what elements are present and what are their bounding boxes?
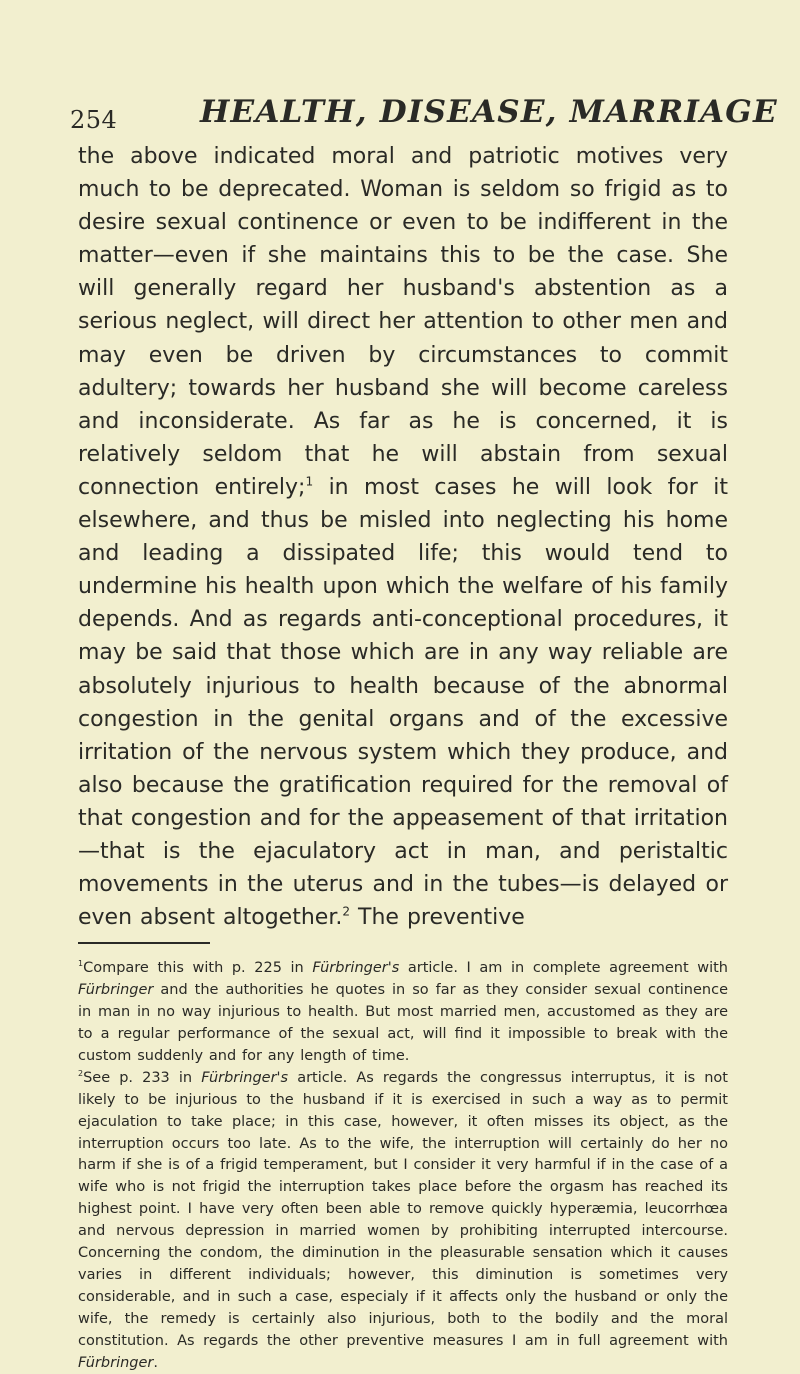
footnote-1-text-c: and the authorities he quotes in so far as they consider sexual continence in man in no way injurious to health. But most married men, accustomed as they are to a regular performance of the sexual act, will find it impossible to break with the custom suddenly and for any length of time. [78, 982, 728, 1064]
running-head: HEALTH, DISEASE, MARRIAGE [200, 94, 778, 130]
footnote-1-italic-author-1: Fürbringer's [312, 960, 400, 977]
page-header [70, 94, 778, 136]
footnote-1-text-b: article. I am in complete agreement with [399, 960, 728, 977]
footnote-2 [78, 1068, 728, 1374]
body-text-part-1: the above indicated moral and patriotic motives very much to be deprecated. Woman is seldom so frigid as to desire sexual continence or even to be indifferent in the matter—even if she maintains this to be the case. She will generally regard her husband's abstention as a serious neglect, will direct her attention to other men and may even be driven by circumstances to commit adultery; towards her husband she will become careless and inconsiderate. As far as he is concerned, it is relatively seldom that he will abstain from sexual connection entirely; [78, 144, 728, 500]
footnote-2-text-c: . [153, 1354, 158, 1371]
footnote-reference-2: 2 [342, 904, 351, 919]
book-page [70, 94, 778, 1374]
footnote-2-text-a: See p. 233 in [83, 1069, 202, 1086]
footnotes [78, 958, 728, 1374]
footnote-divider [78, 942, 210, 944]
footnote-2-italic-author-1: Fürbringer's [201, 1069, 289, 1086]
body-text-part-3: The preventive [350, 905, 525, 931]
footnote-marker-2: 2 [78, 1068, 84, 1078]
footnote-1-text-a: Compare this with p. 225 in [83, 960, 313, 977]
footnote-1 [78, 958, 728, 1068]
footnote-2-italic-author-2: Fürbringer [78, 1354, 154, 1371]
footnote-reference-1: 1 [305, 474, 314, 489]
page-number: 254 [70, 106, 118, 134]
footnote-2-text-b: article. As regards the congressus interruptus, it is not likely to be injurious to the husband if it is exercised in such a way as to permit ejaculation to take place; in this case, however, it often misses its object, as the interruption occurs too late. As to the wife, the interruption will certainly do her no harm if she is of a frigid temperament, but I consider it very harmful if in the case of a wife who is not frigid the interruption takes place before the orgasm has reached its highest point. I have very often been able to remove quickly hyperæmia, leucorrhœa and nervous depression in married women by prohibiting interrupted intercourse. Concerning the condom, the diminution in the pleasurable sensation which it causes varies in different individuals; however, this diminution is sometimes very considerable, and in such a case, especialy if it affects only the husband or only the wife, the remedy is certainly also injurious, both to the bodily and the moral constitution. As regards the other preventive measures I am in full agreement with [78, 1069, 728, 1349]
body-paragraph [78, 140, 728, 934]
footnote-marker-1: 1 [78, 959, 84, 969]
body-text-part-2: in most cases he will look for it elsewhere, and thus be misled into neglecting his home and leading a dissipated life; this would tend to undermine his health upon which the welfare of his family depends. And as regards anti-conceptional procedures, it may be said that those which are in any way reliable are absolutely injurious to health because of the abnormal congestion in the genital organs and of the excessive irritation of the nervous system which they produce, and also because the gratification required for the removal of that congestion and for the appeasement of that irritation—that is the ejaculatory act in man, and peristaltic movements in the uterus and in the tubes—is delayed or even absent altogether. [78, 474, 728, 931]
footnote-1-italic-author-2: Fürbringer [78, 982, 154, 999]
